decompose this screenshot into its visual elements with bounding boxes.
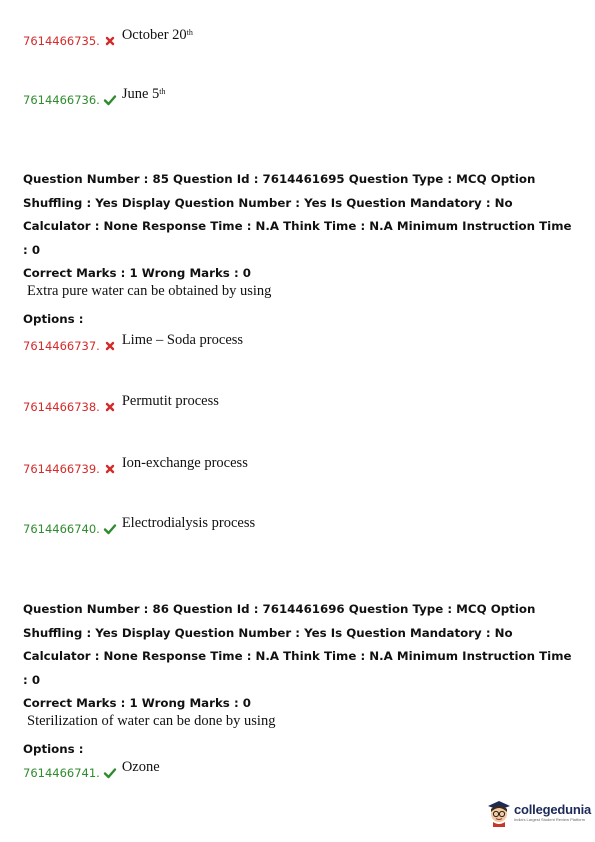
options-label: Options :	[23, 742, 84, 756]
option-text: Ozone	[121, 759, 160, 775]
option-id: 7614466735.	[23, 34, 100, 48]
option-id: 7614466739.	[23, 462, 100, 476]
option-id: 7614466736.	[23, 93, 100, 107]
logo-tagline: India's Largest Student Review Platform	[514, 817, 586, 822]
option-row	[23, 27, 193, 48]
collegedunia-logo	[486, 797, 591, 827]
question-block	[23, 598, 578, 756]
option-text: Ion-exchange process	[121, 455, 248, 471]
option-row	[23, 86, 166, 107]
check-icon	[103, 522, 117, 536]
option-row	[23, 332, 243, 353]
option-id: 7614466740.	[23, 522, 100, 536]
option-text: Permutit process	[121, 393, 219, 409]
check-icon	[103, 93, 117, 107]
question-block	[23, 168, 578, 326]
option-row	[23, 515, 255, 536]
option-id: 7614466741.	[23, 766, 100, 780]
option-id: 7614466738.	[23, 400, 100, 414]
option-id: 7614466737.	[23, 339, 100, 353]
question-header: Question Number : 86 Question Id : 7614461696 Question Type : MCQ Option Shuffling : Yes Display Question Number : Yes Is Question Mandatory : No Calculator : None Response Time : N.A Think Time : N.A Minimum Instruction Time : 0	[23, 602, 572, 687]
option-text: June 5th	[121, 86, 166, 102]
options-label: Options :	[23, 312, 84, 326]
option-row	[23, 455, 248, 476]
marks-line: Correct Marks : 1 Wrong Marks : 0	[23, 266, 251, 280]
cross-icon	[103, 462, 117, 476]
cross-icon	[103, 339, 117, 353]
check-icon	[103, 766, 117, 780]
marks-line: Correct Marks : 1 Wrong Marks : 0	[23, 696, 251, 710]
option-text: October 20th	[121, 27, 193, 43]
cross-icon	[103, 400, 117, 414]
option-row	[23, 393, 219, 414]
question-text: Extra pure water can be obtained by using	[27, 283, 272, 299]
logo-name: collegedunia	[514, 802, 592, 817]
mascot-icon	[486, 797, 512, 827]
cross-icon	[103, 34, 117, 48]
question-header: Question Number : 85 Question Id : 7614461695 Question Type : MCQ Option Shuffling : Yes Display Question Number : Yes Is Question Mandatory : No Calculator : None Response Time : N.A Think Time : N.A Minimum Instruction Time : 0	[23, 172, 572, 257]
option-text: Electrodialysis process	[121, 515, 256, 531]
option-row	[23, 759, 160, 780]
question-text: Sterilization of water can be done by using	[27, 713, 276, 729]
option-text: Lime – Soda process	[121, 332, 244, 348]
